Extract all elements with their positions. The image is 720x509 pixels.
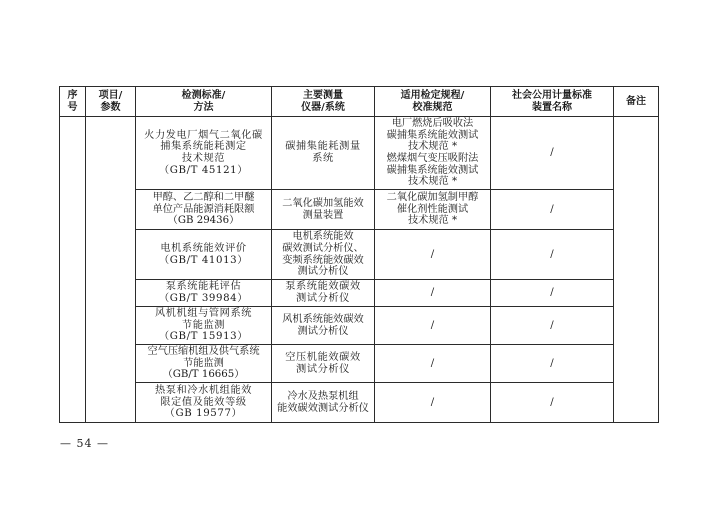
spec-cell: / <box>375 230 491 280</box>
table-row <box>60 383 659 423</box>
standard-cell: 风机机组与管网系统 节能监测 （GB/T 15913） <box>136 307 272 345</box>
standards-table <box>59 86 659 423</box>
spec-cell: / <box>375 307 491 345</box>
table-row <box>60 230 659 280</box>
standard-cell: 泵系统能耗评估 （GB/T 39984） <box>136 280 272 307</box>
instrument-cell: 二氧化碳加氢能效 测量装置 <box>272 190 375 230</box>
header-note: 备注 <box>614 87 659 117</box>
instrument-cell: 空压机能效碳效 测试分析仪 <box>272 345 375 383</box>
instrument-cell: 泵系统能效碳效 测试分析仪 <box>272 280 375 307</box>
table-row <box>60 280 659 307</box>
device-cell: / <box>491 117 614 190</box>
spec-cell: 电厂燃烧后吸收法 碳捕集系统能效测试 技术规范 * 燃煤烟气变压吸附法 碳捕集系统能效测试 技术规范 * <box>375 117 491 190</box>
spec-cell: / <box>375 383 491 423</box>
standard-cell: 空气压缩机组及供气系统 节能监测 （GB/T 16665） <box>136 345 272 383</box>
header-instrument: 主要测量 仪器/系统 <box>272 87 375 117</box>
table-row <box>60 307 659 345</box>
table-row <box>60 345 659 383</box>
device-cell: / <box>491 345 614 383</box>
spec-cell: / <box>375 280 491 307</box>
device-cell: / <box>491 383 614 423</box>
device-cell: / <box>491 230 614 280</box>
note-cell <box>614 117 659 423</box>
seq-cell <box>60 117 86 423</box>
standard-cell: 电机系统能效评价 （GB/T 41013） <box>136 230 272 280</box>
spec-cell: 二氧化碳加氢制甲醇 催化剂性能测试 技术规范 * <box>375 190 491 230</box>
page-number: — 54 — <box>60 437 109 450</box>
instrument-cell: 风机系统能效碳效 测试分析仪 <box>272 307 375 345</box>
device-cell: / <box>491 307 614 345</box>
header-item: 项目/ 参数 <box>86 87 136 117</box>
instrument-cell: 冷水及热泵机组 能效碳效测试分析仪 <box>272 383 375 423</box>
standard-cell: 热泵和冷水机组能效 限定值及能效等级 （GB 19577） <box>136 383 272 423</box>
device-cell: / <box>491 190 614 230</box>
standard-cell: 甲醇、乙二醇和二甲醚 单位产品能源消耗限额 （GB 29436） <box>136 190 272 230</box>
header-seq: 序 号 <box>60 87 86 117</box>
table-row <box>60 190 659 230</box>
item-cell <box>86 117 136 423</box>
standard-cell: 火力发电厂烟气二氧化碳 捕集系统能耗测定 技术规范 （GB/T 45121） <box>136 117 272 190</box>
instrument-cell: 碳捕集能耗测量 系统 <box>272 117 375 190</box>
header-device: 社会公用计量标准 装置名称 <box>491 87 614 117</box>
header-standard: 检测标准/ 方法 <box>136 87 272 117</box>
instrument-cell: 电机系统能效 碳效测试分析仪、 变频系统能效碳效 测试分析仪 <box>272 230 375 280</box>
device-cell: / <box>491 280 614 307</box>
header-spec: 适用检定规程/ 校准规范 <box>375 87 491 117</box>
spec-cell: / <box>375 345 491 383</box>
table-header-row <box>60 87 659 117</box>
table-row <box>60 117 659 190</box>
